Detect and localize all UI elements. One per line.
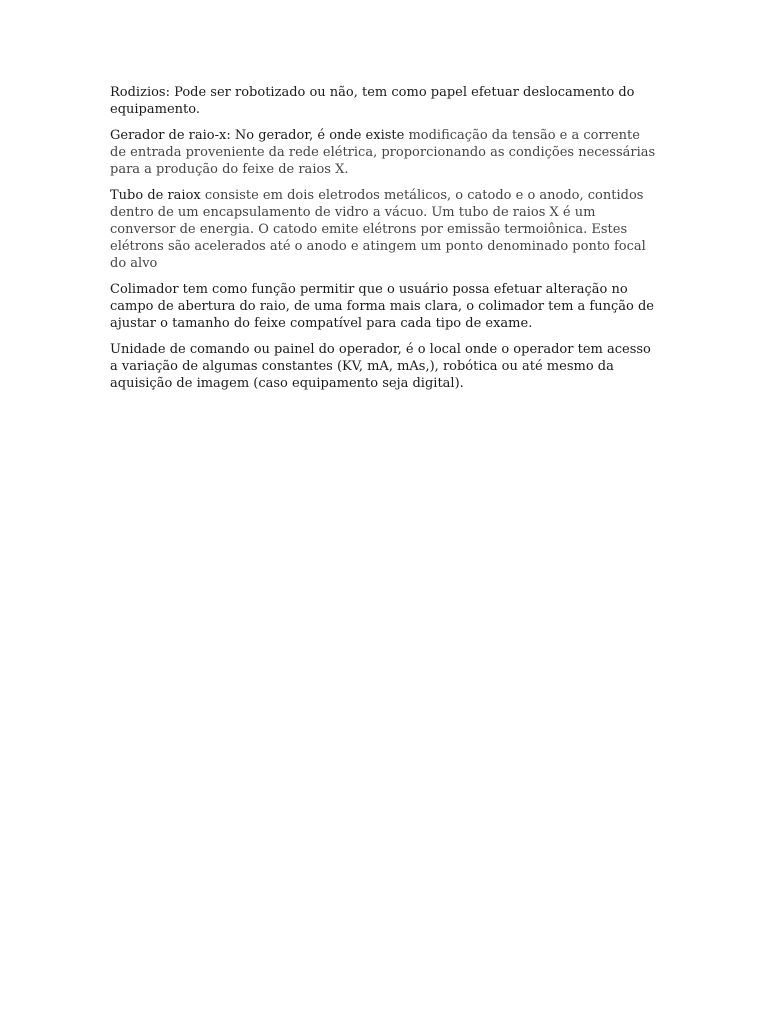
paragraph-unidade-comando [110,341,660,392]
paragraph-text: Gerador de raio-x: No gerador, é onde existe [110,128,405,143]
paragraph-tubo [110,187,660,272]
paragraph-text: Unidade de comando ou painel do operador, é o local onde o operador tem acesso a variação de algumas constantes (KV, mA, mAs,), robótica ou até mesmo da aquisição de imagem (caso equipamento seja digital). [110,342,651,391]
paragraph-rodizios [110,84,660,118]
paragraph-text: Colimador tem como função permitir que o usuário possa efetuar alteração no campo de abertura do raio, de uma forma mais clara, o colimador tem a função de ajustar o tamanho do feixe compatível para cada tipo de exame. [110,282,654,331]
document-page [110,84,660,401]
paragraph-colimador [110,281,660,332]
paragraph-text-continued: consiste em dois eletrodos metálicos, o catodo e o anodo, contidos dentro de um encapsulamento de vidro a vácuo. Um tubo de raios X é um conversor de energia. O catodo emite elétrons por emissão termoiônica. Estes elétrons são acelerados até o anodo e atingem um ponto denominado ponto focal do alvo [110,188,646,271]
paragraph-text: Rodizios: Pode ser robotizado ou não, tem como papel efetuar deslocamento do equipamento. [110,85,635,117]
paragraph-text: Tubo de raiox [110,188,201,203]
paragraph-gerador [110,127,660,178]
paragraph-text-continued: modificação da tensão e a corrente de entrada proveniente da rede elétrica, proporcionando as condições necessárias para a produção do feixe de raios X. [110,128,656,177]
